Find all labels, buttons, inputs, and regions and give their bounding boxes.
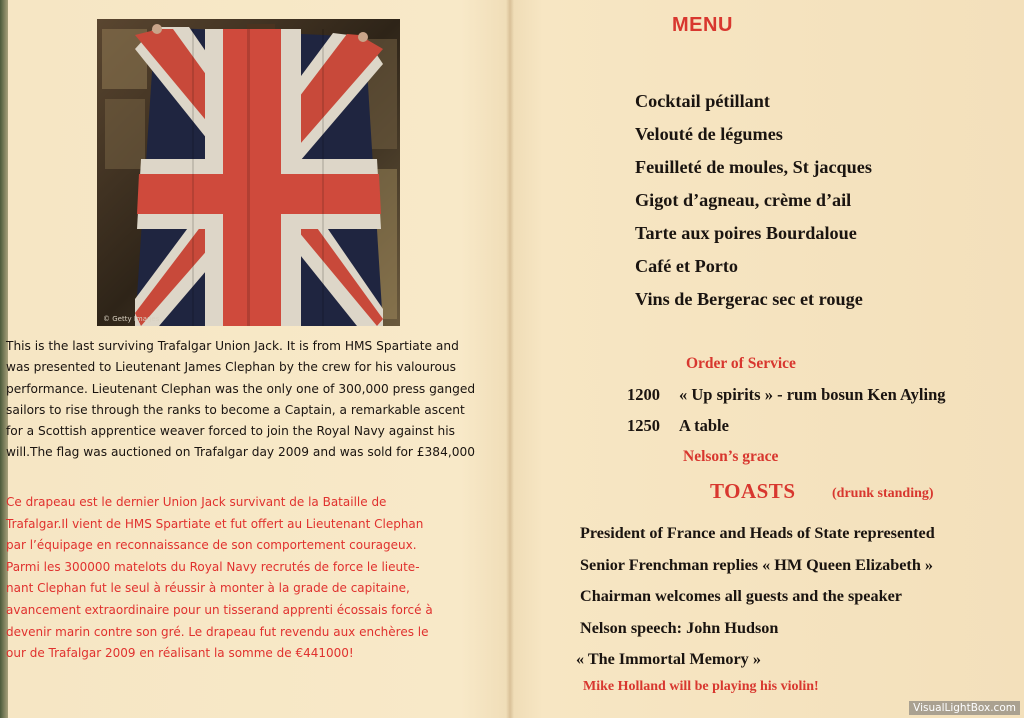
menu-item: Feuilleté de moules, St jacques — [635, 157, 872, 177]
toast-item: « The Immortal Memory » — [576, 650, 761, 668]
service-row — [627, 416, 729, 436]
card-fold — [506, 0, 514, 718]
caption-fr-line: par l’équipage en reconnaissance de son comportement courageux. — [6, 538, 417, 553]
caption-en-line: for a Scottish apprentice weaver forced to join the Royal Navy against his — [6, 424, 455, 439]
service-row — [627, 385, 946, 405]
caption-en-line: will.The flag was auctioned on Trafalgar day 2009 and was sold for £384,000 — [6, 445, 475, 460]
toasts-note: (drunk standing) — [832, 486, 934, 501]
caption-fr-line: Ce drapeau est le dernier Union Jack survivant de la Bataille de — [6, 495, 387, 509]
menu-title: MENU — [672, 14, 733, 36]
caption-en-line: sailors to rise through the ranks to become a Captain, a remarkable ascent — [6, 402, 465, 417]
menu-item: Tarte aux poires Bourdaloue — [635, 223, 857, 243]
menu-item: Vins de Bergerac sec et rouge — [635, 289, 863, 309]
caption-en-line: was presented to Lieutenant James Clephan by the crew for his valourous — [6, 360, 456, 375]
caption-fr-line: avancement extraordinaire pour un tisserand apprenti écossais forcé à — [6, 602, 433, 617]
menu-list — [635, 88, 872, 319]
service-time: 1250 — [627, 416, 660, 435]
service-text: A table — [679, 416, 729, 435]
caption-fr-line: Parmi les 300000 matelots du Royal Navy recrutés de force le lieute- — [6, 559, 420, 574]
flag-photo-illustration — [97, 19, 400, 326]
caption-english — [6, 336, 486, 464]
toast-item: Senior Frenchman replies « HM Queen Elizabeth » — [580, 555, 933, 574]
caption-fr-line: devenir marin contre son gré. Le drapeau fut revendu aux enchères le — [6, 624, 429, 639]
watermark: VisualLightBox.com — [909, 701, 1020, 715]
menu-item: Gigot d’agneau, crème d’ail — [635, 190, 852, 210]
violin-note: Mike Holland will be playing his violin! — [583, 679, 819, 694]
caption-en-line: This is the last surviving Trafalgar Union Jack. It is from HMS Spartiate and — [6, 339, 459, 353]
menu-item: Café et Porto — [635, 256, 739, 276]
photo-credit: © Getty Images — [103, 315, 160, 323]
caption-fr-line: our de Trafalgar 2009 en réalisant la somme de €441000! — [6, 646, 354, 661]
menu-item: Velouté de légumes — [635, 124, 783, 144]
toast-item: Chairman welcomes all guests and the speaker — [580, 587, 902, 605]
caption-fr-line: Trafalgar.Il vient de HMS Spartiate et fut offert au Lieutenant Clephan — [6, 516, 424, 531]
union-jack-photo — [97, 19, 400, 326]
service-text: « Up spirits » - rum bosun Ken Ayling — [679, 385, 946, 404]
caption-french — [6, 492, 496, 665]
caption-fr-line: nant Clephan fut le seul à réussir à monter à la grade de capitaine, — [6, 581, 410, 596]
toasts-heading: TOASTS — [710, 479, 796, 503]
order-of-service-heading: Order of Service — [686, 355, 796, 372]
toasts-list — [576, 523, 935, 681]
caption-en-line: performance. Lieutenant Clephan was the only one of 300,000 press ganged — [6, 381, 476, 396]
menu-item: Cocktail pétillant — [635, 91, 770, 111]
service-time: 1200 — [627, 385, 660, 404]
toast-item: President of France and Heads of State represented — [580, 524, 935, 542]
nelsons-grace: Nelson’s grace — [683, 448, 779, 465]
toast-item: Nelson speech: John Hudson — [580, 618, 779, 637]
